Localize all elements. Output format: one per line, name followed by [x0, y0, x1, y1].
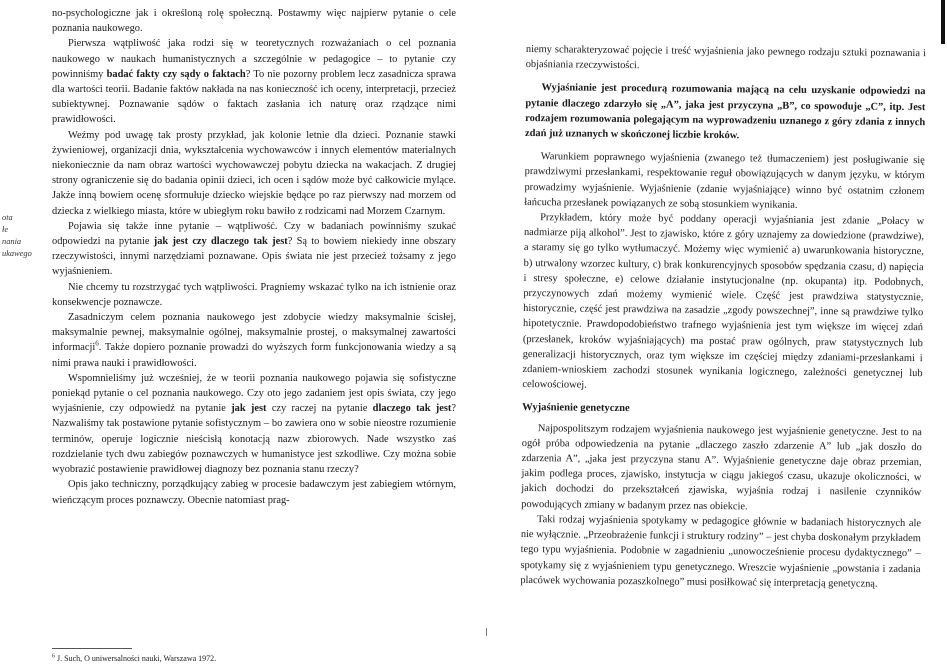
footnote-number: 6 [52, 653, 55, 660]
margin-note-line: łe [2, 225, 9, 234]
paragraph: Nie chcemy tu rozstrzygać tych wątpliwości. Pragniemy wskazać tylko na ich istnienie oraz konsekwencje poznawcze. [52, 281, 456, 308]
paragraph: Przykładem, który może być poddany operacji wyjaśniania jest zdanie „Połacy w nadmiarze piją alkohol”. Jest to zjawisko, które z góry uznajemy za dowiedzione (prawdziwe), a staramy się go tylko wytłumaczyć. Możemy więc wymienić a) uwarunkowania historyczne, b) utrwalony wzorzec kultury, c) brak konkurencyjnych sposobów spędzania czasu, d) napięcia i stresy społeczne, e) celowe działanie instytucjonalne (np. okupanta) itp. Podobnych, przyczynowych zdań możemy wymienić wiele. Część jest prawdziwa statystycznie, historycznie, część jest prawdziwa na zasadzie „zgody powszechnej”, inne są prawdziwe tylko hipotetycznie. Prawdopodobieństwo trafnego wyjaśnienia jest tym większe im więcej zdań (przesłanek, kroków wyjaśniających) ma postać praw ogólnych, praw statystycznych lub generalizacji historycznych, oraz tym większe im częściej między zdaniami-przesłankami i zdaniem-wnioskiem zachodzi stosunek wynikania logicznego, zależności genetycznej lub celowościowej. [522, 212, 925, 391]
paragraph: Pojawia się także inne pytanie – wątpliwość. Czy w badaniach powinniśmy szukać odpowiedzi na pytanie jak jest czy dlaczego tak jest? Są to bowiem niekiedy inne obszary rzeczywistości, innymi narzędziami poznawane. Opis świata nie jest przecież tożsamy z jego wyjaśnieniem. [52, 220, 456, 278]
paragraph: niemy scharakteryzować pojęcie i treść wyjaśnienia jako pewnego rodzaju sztuki poznawania i objaśniania rzeczywistości. [525, 43, 926, 72]
paragraph: Najpospolitszym rodzajem wyjaśnienia naukowego jest wyjaśnienie genetyczne. Jest to na ogół próba odpowiedzenia na pytanie „dlaczego zaszło zdarzenie A” lub „jak doszło do zdarzenia A”, „jaka jest przyczyna stanu A”. Wyjaśnienie genetyczne daje obraz przemian, jakim podlega proces, zjawisko, instytucja w ciągu jakiegoś czasu, ukazuje okoliczności, w jakich dochodzi do przekształceń zjawiska, wyjaśnia rodzaj i nasilenie czynników powodujących zmiany w badanym przez nas obiekcie. [521, 422, 922, 513]
definition-paragraph: Wyjaśnianie jest procedurą rozumowania mającą na celu uzyskanie odpowiedzi na pytanie dlaczego zdarzyło się „A”, jaka jest przyczyna „B”, co spowoduje „C”, itp. Jest rodzajem rozumowania polegającym na wyprowadzeniu uznanego z góry zdania z innych zdań już uznanych w skończonej liczbie kroków. [524, 82, 926, 142]
paragraph: no-psychologiczne jak i określoną rolę społeczną. Postawmy więc najpierw pytanie o cele poznania naukowego. [52, 8, 456, 35]
paragraph: Taki rodzaj wyjaśnienia spotykamy w pedagogice głównie w badaniach historycznych ale nie wyłącznie. „Przeobrażenie funkcji i struktury rodziny” – jest chyba doskonałym przykładem tego typu wyjaśnienia. Podobnie w zagadnieniu „unowocześnienie procesu dydaktycznego” – spotykamy się z wyjaśnieniem typu genetycznego. Wreszcie wyjaśnienie „powstania i zadania placówek wychowania pozaszkolnego” musi posiłkować się interpretacją genetyczną. [520, 514, 922, 590]
right-page [478, 0, 947, 670]
footnote [52, 653, 456, 664]
paragraph: Opis jako techniczny, porządkujący zabieg w procesie badawczym jest zabiegiem wtórnym, wieńczącym proces poznawczy. Obecnie natomiast prag- [52, 479, 456, 506]
margin-note-line: nania [2, 237, 22, 246]
margin-note [2, 212, 46, 260]
paragraph: Wspomnieliśmy już wcześniej, że w teorii poznania naukowego pojawia się sofistyczne poniekąd pytanie o cel poznania naukowego. Czy oto jego zadaniem jest opis świata, czy jego wyjaśnienie, czy odpowiedź na pytanie jak jest czy raczej na pytanie dlaczego tak jest? Nazwaliśmy tak postawione pytanie sofistycznym – bo zawiera ono w sobie nieostre rozumienie terminów, operuje logicznie nieścisłą konotacją nazw zbiorowych. Nade wszystko zaś rozdzielanie tych dwu zabiegów poznawczych w humanistyce jest szkodliwe. Czy można sobie wyobrazić postawienie prawidłowej diagnozy bez poznania stanu rzeczy? [52, 372, 457, 476]
paragraph: Weźmy pod uwagę tak prosty przykład, jak kolonie letnie dla dzieci. Poznanie stawki żywieniowej, organizacji dnia, wykształcenia wychowawców i innych elementów materialnych niekoniecznie da nam obraz wartości wychowawczej pobytu dziecka na wakacjach. Z drugiej strony ograniczenie się do badania opinii dzieci, ich ocen i sądów może być całkowicie mylące. Jakże inną bowiem ocenę sformułuje dziecko wiejskie będące po raz pierwszy nad morzem od dziecka z wielkiego miasta, które w ubiegłym roku bawiło z rodzicami nad Morzem Czarnym. [52, 129, 456, 217]
paragraph: Warunkiem poprawnego wyjaśnienia (zwanego też tłumaczeniem) jest posługiwanie się prawdziwymi przesłankami, respektowanie reguł obowiązujących w danym języku, w którym prowadzimy wyjaśnienie. Wyjaśnienie (zdanie wyjaśniające) winno być ostatnim członem łańcucha przesłanek powiązanych ze sobą stosunkiem wynikania. [524, 151, 925, 211]
paragraph: Zasadniczym celem poznania naukowego jest zdobycie wiedzy maksymalnie ścisłej, maksymalnie pewnej, maksymalnie ogólnej, maksymalnie prostej, o maksymalnej zawartości informacji$^6$. Także dopiero poznanie prowadzi do wyższych form funkcjonowania wiedzy a są nimi prawa nauki i prawidłowości. [52, 312, 456, 369]
left-text-column [52, 6, 456, 508]
paragraph: Pierwsza wątpliwość jaka rodzi się w teoretycznych rozważaniach o cel poznania naukowego w naukach humanistycznych a szczególnie w pedagogice – to pytanie czy powinniśmy badać fakty czy sądy o faktach? To nie pozorny problem lecz zasadnicza sprawa dla wartości teorii. Badanie faktów nakłada na nas konieczność ich oceny, interpretacji, przecież subiektywnej. Poznawanie sądów o faktach zasłania ich naturę oraz rządzące nimi prawidłowości. [52, 38, 456, 126]
footnote-text: J. Such, O uniwersalności nauki, Warszawa 1972. [57, 654, 217, 663]
margin-note-line: ukawego [2, 249, 32, 258]
footnote-rule [52, 648, 132, 649]
margin-note-line: ota [2, 213, 13, 222]
section-heading: Wyjaśnienie genetyczne [522, 402, 630, 415]
right-text-column [520, 42, 926, 592]
left-page [0, 0, 470, 670]
